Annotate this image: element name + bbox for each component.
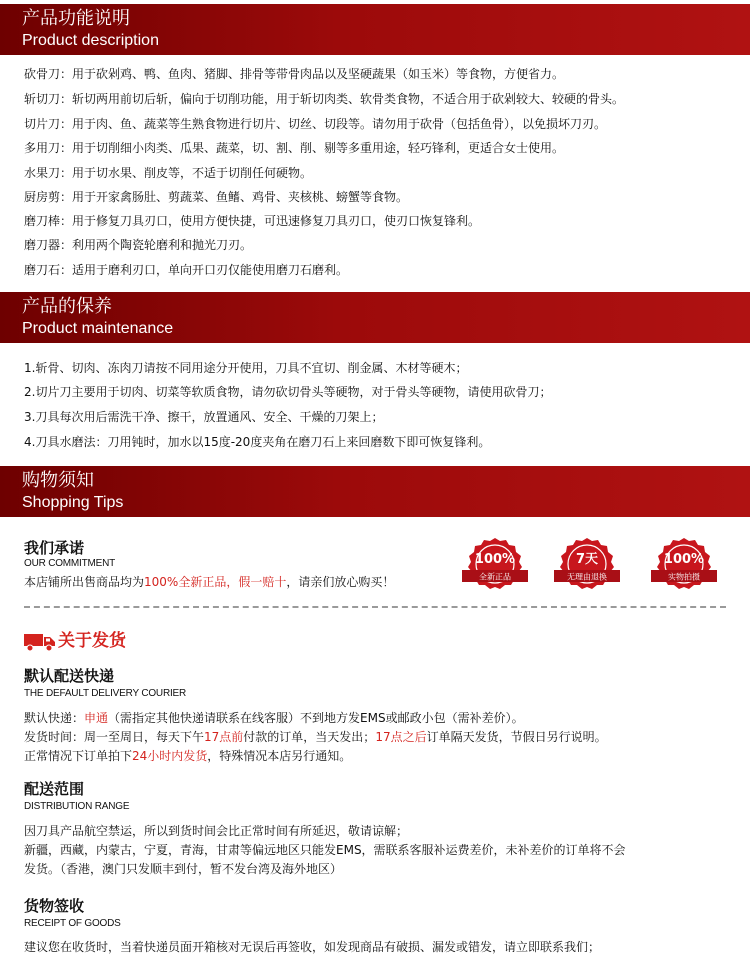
shopping-title-en: Shopping Tips <box>22 494 124 511</box>
description-title-cn: 产品功能说明 <box>22 8 130 29</box>
receipt-subtitle: RECEIPT OF GOODS <box>24 918 121 929</box>
dispatch-text: 正常情况下订单拍下 <box>24 749 133 763</box>
delivery-time-line <box>24 729 607 745</box>
receipt-line: 建议您在收货时，当着快递员面开箱核对无误后再签收，如发现商品有破损、漏发或错发，请立即联系我们； <box>24 940 601 954</box>
description-banner <box>0 4 750 55</box>
shopping-title-cn: 购物须知 <box>22 470 94 491</box>
commitment-text-before: 本店铺所出售商品均为 <box>24 575 145 589</box>
courier-subtitle: THE DEFAULT DELIVERY COURIER <box>24 688 187 699</box>
range-line: 新疆，西藏，内蒙古，宁夏，青海，甘肃等偏远地区只能发EMS，需联系客服补运费差价，未补差价的订单将不会 <box>24 843 626 857</box>
commitment-title: 我们承诺 <box>24 539 85 557</box>
badge-genuine <box>459 536 531 592</box>
range-line: 发货。（香港，澳门只发顺丰到付，暂不发台湾及海外地区） <box>24 862 343 876</box>
delivery-cutoff: 17点前 <box>204 730 244 744</box>
range-line: 因刀具产品航空禁运，所以到货时间会比正常时间有所延迟，敬请谅解； <box>24 824 409 838</box>
description-item: 切片刀：用于肉、鱼、蔬菜等生熟食物进行切片、切丝、切段等。请勿用于砍骨（包括鱼骨），以免损坏刀刃。 <box>24 117 607 131</box>
commitment-text <box>24 574 394 590</box>
courier-note: （需指定其他快递请联系在线客服）不到地方发EMS或邮政小包（需补差价）。 <box>108 711 524 725</box>
dispatch-window: 24小时内发货 <box>132 749 208 763</box>
description-title-en: Product description <box>22 32 159 49</box>
range-subtitle: DISTRIBUTION RANGE <box>24 801 130 812</box>
courier-title: 默认配送快递 <box>24 667 115 685</box>
badge-seven-day-return <box>551 536 623 592</box>
commitment-text-after: ，请亲们放心购买！ <box>286 575 395 589</box>
courier-label: 默认快递： <box>24 711 85 725</box>
shipping-title: 关于发货 <box>58 631 126 651</box>
badge-ribbon-text: 全新正品 <box>479 572 511 582</box>
description-item: 砍骨刀：用于砍剁鸡、鸭、鱼肉、猪脚、排骨等带骨肉品以及坚硬蔬果（如玉米）等食物，方便省力。 <box>24 67 565 81</box>
delivery-after-cutoff: 17点之后 <box>375 730 427 744</box>
courier-line <box>24 710 524 726</box>
commitment-subtitle: OUR COMMITMENT <box>24 558 116 569</box>
description-item: 斩切刀：斩切两用前切后斩，偏向于切削功能，用于斩切肉类、软骨类食物，不适合用于砍剁较大、较硬的骨头。 <box>24 92 625 106</box>
description-item: 水果刀：用于切水果、削皮等，不适于切削任何硬物。 <box>24 166 313 180</box>
delivery-truck-icon <box>24 632 56 652</box>
maintenance-item: 3.刀具每次用后需洗干净、擦干，放置通风、安全、干燥的刀架上； <box>24 410 384 424</box>
receipt-title: 货物签收 <box>24 897 85 915</box>
dispatch-line <box>24 748 351 764</box>
description-item: 磨刀棒：用于修复刀具刃口，使用方便快捷，可迅速修复刀具刃口，使刃口恢复锋利。 <box>24 214 481 228</box>
badge-big-text: 7天 <box>575 552 599 567</box>
commitment-text-highlight: 100%全新正品，假一赔十 <box>144 575 287 589</box>
range-title: 配送范围 <box>24 780 85 798</box>
shopping-banner <box>0 466 750 517</box>
description-item: 多用刀：用于切削细小肉类、瓜果、蔬菜，切、割、削、剔等多重用途，轻巧锋利，更适合女士使用。 <box>24 141 565 155</box>
badge-ribbon-text: 无理由退换 <box>567 572 607 582</box>
delivery-time-text: 订单隔天发货，节假日另行说明。 <box>426 730 607 744</box>
section-divider <box>24 606 726 608</box>
badge-real-photos <box>648 536 720 592</box>
maintenance-item: 4.刀具水磨法：刀用钝时，加水以15度-20度夹角在磨刀石上来回磨数下即可恢复锋利。 <box>24 435 491 449</box>
badge-ribbon-text: 实物拍摄 <box>668 572 700 582</box>
badge-big-text: 100% <box>663 552 705 567</box>
description-item: 磨刀石：适用于磨利刃口，单向开口刃仅能使用磨刀石磨利。 <box>24 263 349 277</box>
maintenance-item: 1.斩骨、切肉、冻肉刀请按不同用途分开使用，刀具不宜切、削金属、木材等硬木； <box>24 361 468 375</box>
maintenance-title-cn: 产品的保养 <box>22 296 112 317</box>
description-item: 厨房剪：用于开家禽肠肚、剪蔬菜、鱼鳍、鸡骨、夹核桃、螃蟹等食物。 <box>24 190 409 204</box>
maintenance-title-en: Product maintenance <box>22 320 174 337</box>
description-item: 磨刀器：利用两个陶瓷轮磨利和抛光刀刃。 <box>24 238 253 252</box>
dispatch-text: ，特殊情况本店另行通知。 <box>207 749 352 763</box>
courier-name: 申通 <box>84 711 109 725</box>
maintenance-item: 2.切片刀主要用于切肉、切菜等软质食物，请勿砍切骨头等硬物，对于骨头等硬物，请使用砍骨刀； <box>24 385 552 399</box>
delivery-time-text: 发货时间：周一至周日，每天下午 <box>24 730 205 744</box>
maintenance-banner <box>0 292 750 343</box>
badge-big-text: 100% <box>474 552 516 567</box>
delivery-time-text: 付款的订单，当天发出； <box>243 730 376 744</box>
